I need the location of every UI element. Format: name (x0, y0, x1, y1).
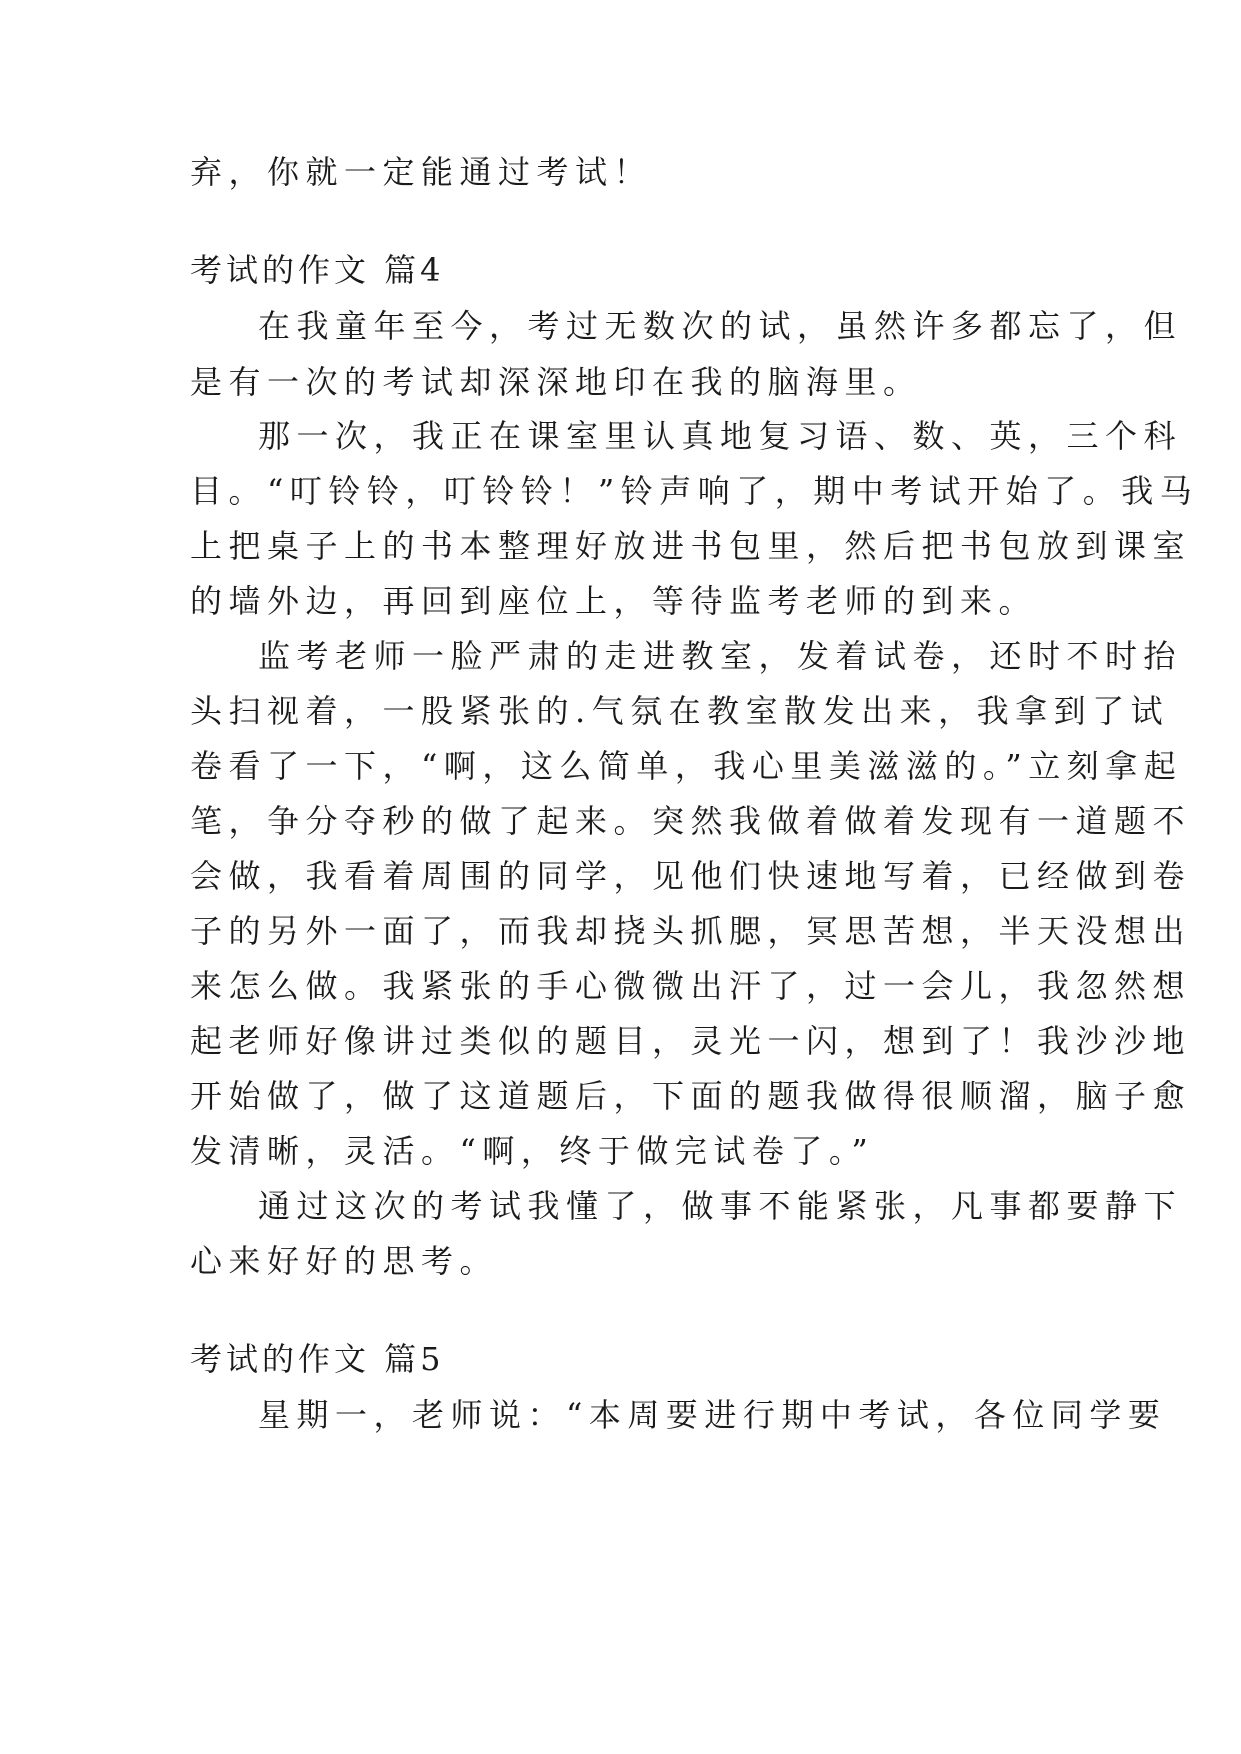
paragraph-line: 起老师好像讲过类似的题目，灵光一闪，想到了！我沙沙地 (190, 1022, 1192, 1060)
paragraph-line: 上把桌子上的书本整理好放进书包里，然后把书包放到课室 (190, 527, 1192, 565)
paragraph-line: 子的另外一面了，而我却挠头抓腮，冥思苦想，半天没想出 (190, 912, 1192, 950)
paragraph-line: 开始做了，做了这道题后，下面的题我做得很顺溜，脑子愈 (190, 1077, 1192, 1115)
paragraph-line: 来怎么做。我紧张的手心微微出汗了，过一会儿，我忽然想 (190, 967, 1192, 1005)
paragraph-line: 笔，争分夺秒的做了起来。突然我做着做着发现有一道题不 (190, 802, 1192, 840)
section-heading: 考试的作文 篇5 (190, 1340, 445, 1378)
paragraph-line: 在我童年至今，考过无数次的试，虽然许多都忘了，但 (258, 307, 1183, 345)
paragraph-line: 那一次，我正在课室里认真地复习语、数、英，三个科 (258, 417, 1183, 455)
paragraph-line: 是有一次的考试却深深地印在我的脑海里。 (190, 363, 922, 401)
paragraph-line: 目。“叮铃铃，叮铃铃！”铃声响了，期中考试开始了。我马 (190, 472, 1199, 510)
paragraph-line: 星期一，老师说：“本周要进行期中考试，各位同学要 (258, 1396, 1167, 1434)
paragraph-line: 发清晰，灵活。“啊，终于做完试卷了。” (190, 1132, 875, 1170)
text-line: 弃，你就一定能通过考试！ (190, 153, 653, 191)
paragraph-line: 会做，我看着周围的同学，见他们快速地写着，已经做到卷 (190, 857, 1192, 895)
paragraph-line: 的墙外边，再回到座位上，等待监考老师的到来。 (190, 582, 1038, 620)
paragraph-line: 监考老师一脸严肃的走进教室，发着试卷，还时不时抬 (258, 637, 1183, 675)
paragraph-line: 通过这次的考试我懂了，做事不能紧张，凡事都要静下 (258, 1187, 1183, 1225)
section-heading: 考试的作文 篇4 (190, 251, 445, 289)
paragraph-line: 卷看了一下，“啊，这么简单，我心里美滋滋的。”立刻拿起 (190, 747, 1183, 785)
paragraph-line: 头扫视着，一股紧张的.气氛在教室散发出来，我拿到了试 (190, 692, 1170, 730)
paragraph-line: 心来好好的思考。 (190, 1242, 499, 1280)
